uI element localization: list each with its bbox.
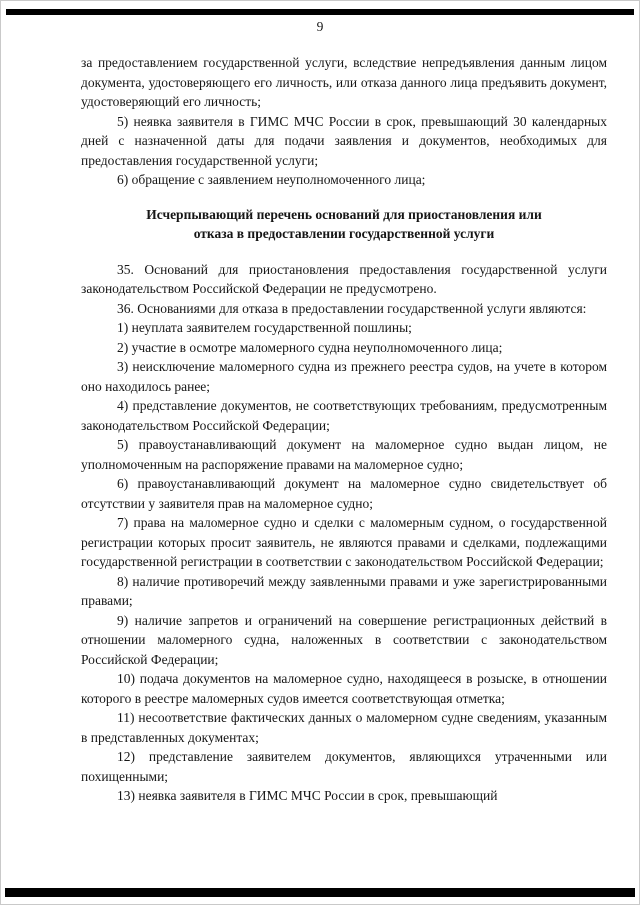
refusal-item-1: 1) неуплата заявителем государственной пошлины;	[117, 320, 412, 335]
page-number: 9	[316, 19, 324, 34]
refusal-item-2: 2) участие в осмотре маломерного судна неуполномоченного лица;	[117, 339, 503, 355]
refusal-item-10: 10) подача документов на маломерное судно, находящееся в розыске, в отношении которого в реестре маломерных судов имеется соответствующая отметка;	[81, 671, 607, 706]
refusal-item-8: 8) наличие противоречий между заявленными правами и уже зарегистрированными правами;	[81, 573, 607, 608]
paragraph-35: 35. Оснований для приостановления предоставления государственной услуги законодательством Российской Федерации не предусмотрено.	[81, 261, 607, 296]
refusal-item-9: 9) наличие запретов и ограничений на совершение регистрационных действий в отношении маломерного судна, наложенных в соответствии с законодательством Российской Федерации;	[81, 612, 607, 667]
paragraph-continuation: за предоставлением государственной услуги, вследствие непредъявления данным лицом документа, удостоверяющего его личность, или отказа данного лица предъявить документ, удостоверяющий его личность;	[81, 55, 607, 109]
refusal-item-7: 7) права на маломерное судно и сделки с маломерным судном, о государственной регистрации которых просит заявитель, не являются правами и сделками, подлежащими государственной регистрации в соответствии с законодательством Российской Федерации;	[81, 515, 607, 569]
section-heading: Исчерпывающий перечень оснований для приостановления или отказа в предоставлении государственной услуги	[146, 206, 542, 241]
scan-artifact-top-bar	[6, 9, 634, 15]
refusal-item-13: 13) неявка заявителя в ГИМС МЧС России в срок, превышающий	[117, 788, 498, 803]
refusal-item-12: 12) представление заявителем документов, являющихся утраченными или похищенными;	[81, 749, 607, 784]
list-item-6: 6) обращение с заявлением неуполномоченного лица;	[117, 172, 426, 187]
refusal-item-4: 4) представление документов, не соответствующих требованиям, предусмотренным законодательством Российской Федерации;	[81, 398, 607, 433]
list-item-5: 5) неявка заявителя в ГИМС МЧС России в срок, превышающий 30 календарных дней с назначенной даты для подачи заявления и документов, необходимых для предоставления государственной услуги;	[81, 113, 607, 168]
refusal-item-3: 3) неисключение маломерного судна из прежнего реестра судов, на учете в котором оно находилось ранее;	[81, 359, 607, 394]
refusal-item-6: 6) правоустанавливающий документ на маломерное судно свидетельствует об отсутствии у заявителя прав на маломерное судно;	[81, 476, 607, 511]
refusal-item-5: 5) правоустанавливающий документ на маломерное судно выдан лицом, не уполномоченным на распоряжение правами на маломерное судно;	[81, 437, 607, 472]
paragraph-36: 36. Основаниями для отказа в предоставлении государственной услуги являются:	[117, 300, 587, 316]
document-body	[81, 53, 607, 806]
refusal-item-11: 11) несоответствие фактических данных о маломерном судне сведениям, указанным в представленных документах;	[81, 710, 607, 745]
scan-artifact-bottom-bar	[5, 888, 635, 897]
